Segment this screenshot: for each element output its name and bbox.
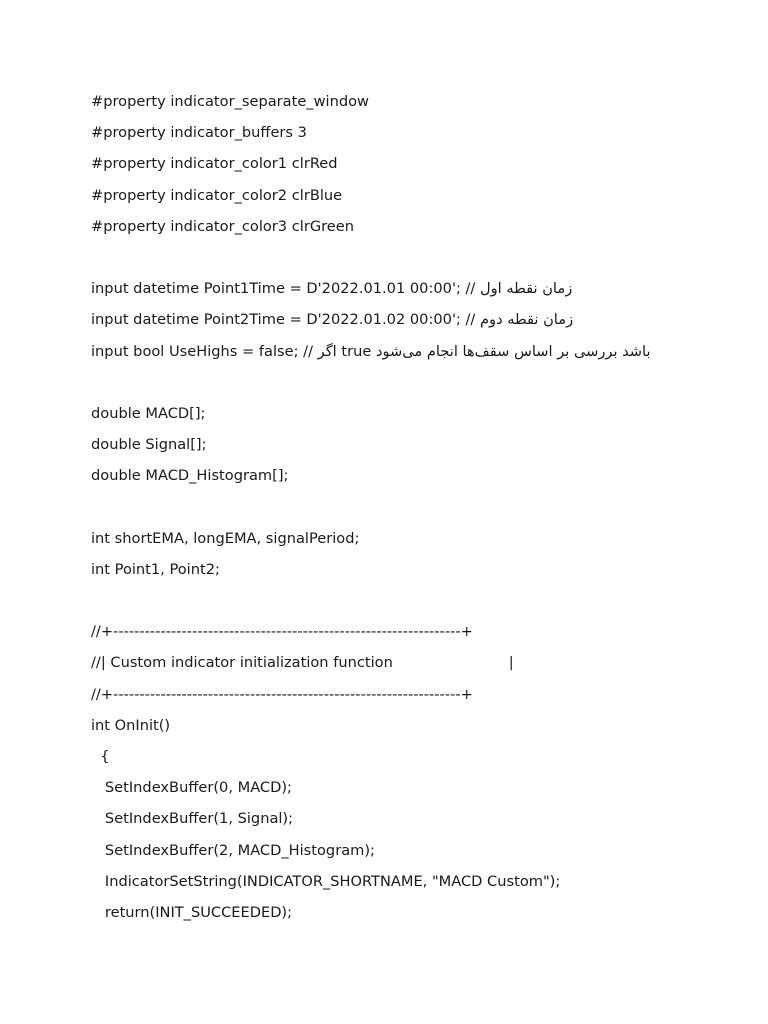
code-line-property-window: #property indicator_separate_window: [91, 93, 369, 110]
code-line-int-points: int Point1, Point2;: [91, 560, 220, 578]
code-line-setindexbuffer-0: SetIndexBuffer(0, MACD);: [91, 779, 292, 797]
code-line-oninit-signature: int OnInit(): [91, 716, 171, 734]
comment-title: //| Custom indicator initialization function |: [91, 654, 514, 672]
code-line-setindexbuffer-1: SetIndexBuffer(1, Signal);: [91, 810, 294, 828]
code-line-double-macd: double MACD[];: [91, 404, 206, 422]
code-line-property-color1: #property indicator_color1 clrRed: [91, 155, 338, 173]
code-document: [91, 86, 731, 928]
code-line-input-usehighs: input bool UseHighs = false; // اگر true باشد بررسی بر اساس سقف‌ها انجام می‌شود: [91, 342, 651, 360]
code-line-double-signal: double Signal[];: [91, 436, 207, 454]
code-line-indicatorsetstring: IndicatorSetString(INDICATOR_SHORTNAME, "MACD Custom");: [91, 872, 561, 890]
code-line-input-point2time: input datetime Point2Time = D'2022.01.02 00:00'; // زمان نقطه دوم: [91, 311, 574, 329]
code-line-input-point1time: input datetime Point1Time = D'2022.01.01 00:00'; // زمان نقطه اول: [91, 280, 573, 298]
code-line-open-brace: {: [91, 747, 110, 765]
code-line-double-histogram: double MACD_Histogram[];: [91, 467, 289, 485]
comment-border-bottom: //+------------------------------------------------------------------+: [91, 685, 473, 703]
code-line-setindexbuffer-2: SetIndexBuffer(2, MACD_Histogram);: [91, 841, 375, 859]
code-line-return: return(INIT_SUCCEEDED);: [91, 903, 293, 921]
code-line-int-ema: int shortEMA, longEMA, signalPeriod;: [91, 529, 360, 547]
blank-line: [91, 367, 731, 398]
comment-border-top: //+------------------------------------------------------------------+: [91, 623, 473, 641]
blank-line: [91, 585, 731, 616]
code-line-property-color2: #property indicator_color2 clrBlue: [91, 186, 343, 204]
code-line-property-buffers: #property indicator_buffers 3: [91, 124, 307, 142]
blank-line: [91, 242, 731, 273]
code-line-property-color3: #property indicator_color3 clrGreen: [91, 217, 355, 235]
blank-line: [91, 491, 731, 522]
